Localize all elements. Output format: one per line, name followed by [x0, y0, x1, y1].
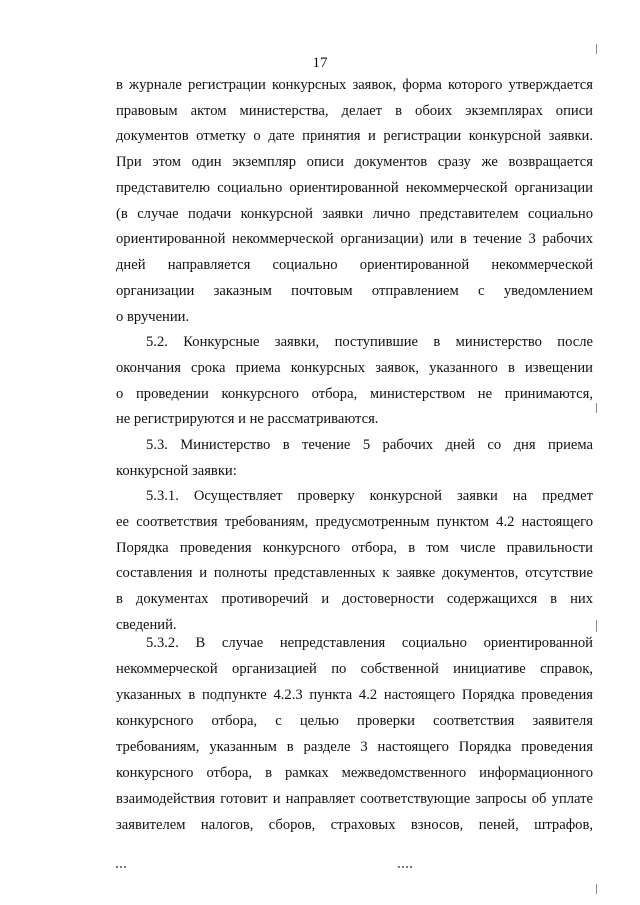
scan-artifact — [116, 866, 128, 868]
text-line: конкурсного отбора, в рамках межведомственного информационного — [116, 765, 593, 781]
scan-artifact — [596, 884, 597, 894]
text-line: требованиям, указанным в разделе 3 настоящего Порядка проведения — [116, 739, 593, 755]
text-line: организации заказным почтовым отправлением с уведомлением — [116, 283, 593, 299]
text-line: ориентированной некоммерческой организации) или в течение 3 рабочих — [116, 231, 593, 247]
paragraph-5-3-first-line: 5.3. Министерство в течение 5 рабочих дней со дня приема — [146, 437, 593, 453]
scan-artifact — [596, 44, 597, 54]
text-line: не регистрируются и не рассматриваются. — [116, 411, 379, 427]
text-line: составления и полноты представленных к заявке документов, отсутствие — [116, 565, 593, 581]
text-line: в журнале регистрации конкурсных заявок, форма которого утверждается — [116, 77, 593, 93]
text-line: Порядка проведения конкурсного отбора, в том числе правильности — [116, 540, 593, 556]
text-line: окончания срока приема конкурсных заявок, указанного в извещении — [116, 360, 593, 376]
text-line: в документах противоречий и достоверности содержащихся в них — [116, 591, 593, 607]
scan-artifact — [398, 866, 412, 868]
page-number: 17 — [312, 55, 328, 71]
text-line: конкурсного отбора, с целью проверки соответствия заявителя — [116, 713, 593, 729]
text-line: При этом один экземпляр описи документов сразу же возвращается — [116, 154, 593, 170]
text-line: взаимодействия готовит и направляет соответствующие запросы об уплате — [116, 791, 593, 807]
paragraph-5-2-first-line: 5.2. Конкурсные заявки, поступившие в министерство после — [146, 334, 593, 350]
text-line: ее соответствия требованиям, предусмотренным пунктом 4.2 настоящего — [116, 514, 593, 530]
text-line: заявителем налогов, сборов, страховых взносов, пеней, штрафов, — [116, 817, 593, 833]
paragraph-5-3-1-first-line: 5.3.1. Осуществляет проверку конкурсной заявки на предмет — [146, 488, 593, 504]
text-line: о вручении. — [116, 309, 190, 325]
paragraph-5-3-2-first-line: 5.3.2. В случае непредставления социально ориентированной — [146, 635, 593, 651]
text-line: конкурсной заявки: — [116, 463, 237, 479]
text-line: (в случае подачи конкурсной заявки лично представителем социально — [116, 206, 593, 222]
text-line: о проведении конкурсного отбора, министерством не принимаются, — [116, 386, 593, 402]
text-line: указанных в подпункте 4.2.3 пункта 4.2 настоящего Порядка проведения — [116, 687, 593, 703]
scan-artifact — [596, 403, 597, 413]
text-line: представителю социально ориентированной некоммерческой организации — [116, 180, 593, 196]
text-line: дней направляется социально ориентированной некоммерческой — [116, 257, 593, 273]
text-line: некоммерческой организацией по собственной инициативе справок, — [116, 661, 593, 677]
text-line: документов отметку о дате принятия и регистрации конкурсной заявки. — [116, 128, 593, 144]
scan-artifact — [596, 620, 597, 632]
text-line: правовым актом министерства, делает в обоих экземплярах описи — [116, 103, 593, 119]
text-line: сведений. — [116, 617, 177, 633]
